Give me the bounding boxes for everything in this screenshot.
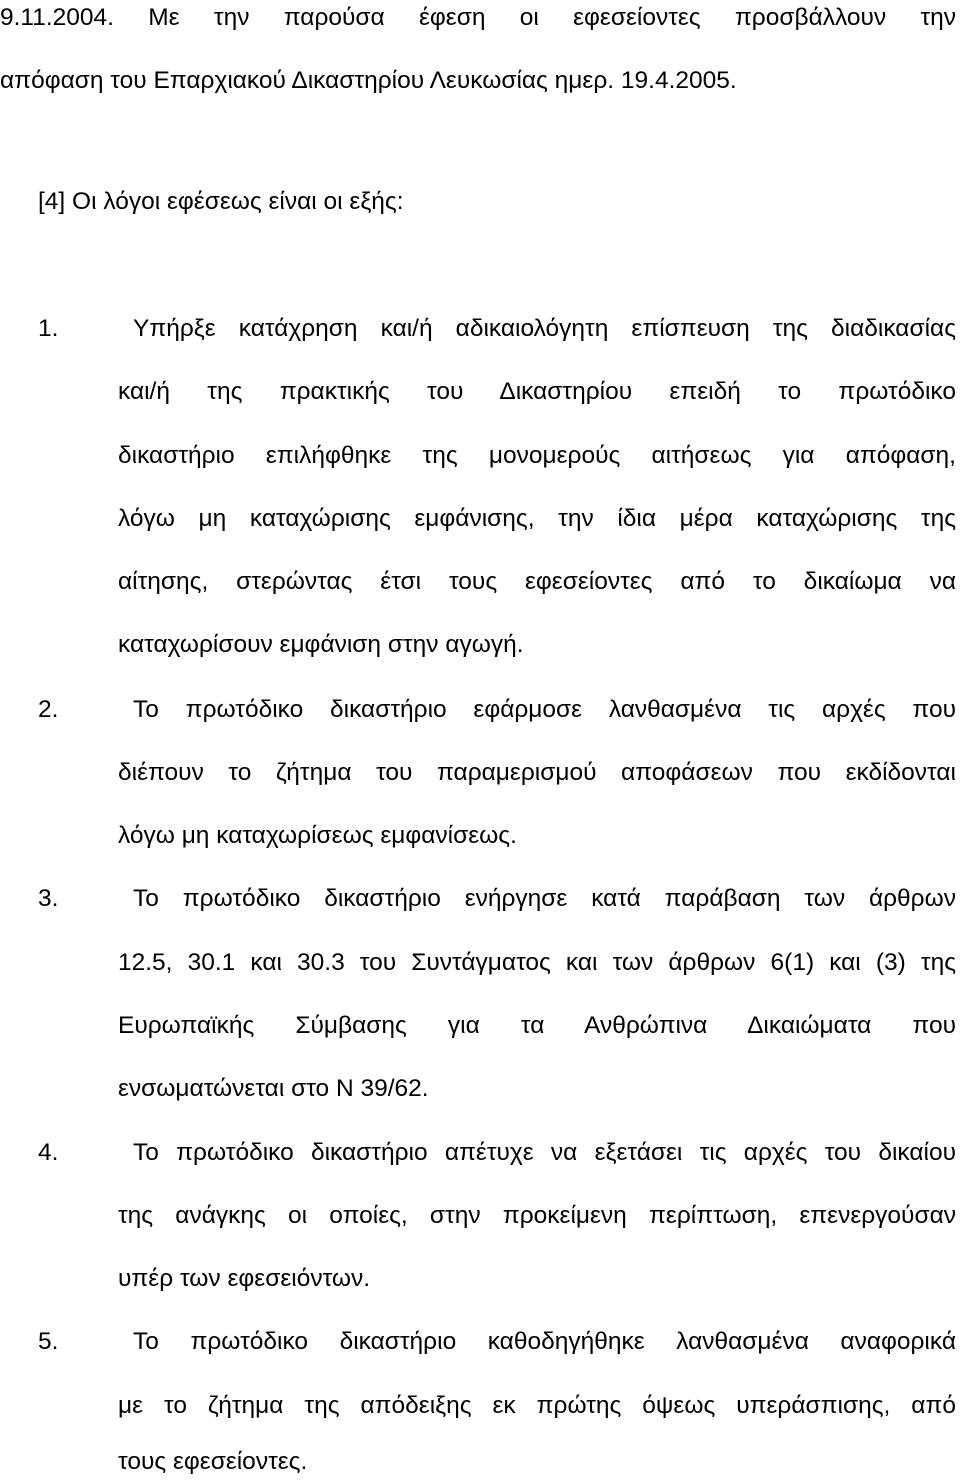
ground-5-line-3: τους εφεσείοντες. — [118, 1448, 308, 1475]
ground-1-line-2: και/ή της πρακτικής του Δικαστηρίου επειδή το πρωτόδικο — [118, 378, 956, 405]
ground-3-line-3: Ευρωπαϊκής Σύμβασης για τα Ανθρώπινα Δικαιώματα που — [118, 1012, 956, 1039]
ground-3-line-2: 12.5, 30.1 και 30.3 του Συντάγματος και των άρθρων 6(1) και (3) της — [118, 949, 956, 976]
ground-1-number: 1. — [38, 315, 59, 342]
ground-4-number: 4. — [38, 1139, 59, 1166]
ground-5-line-2: με το ζήτημα της απόδειξης εκ πρώτης όψεως υπεράσπισης, από — [118, 1392, 956, 1419]
ground-3-line-1: Το πρωτόδικο δικαστήριο ενήργησε κατά παράβαση των άρθρων — [133, 885, 956, 912]
ground-4-line-3: υπέρ των εφεσειόντων. — [118, 1265, 371, 1292]
ground-4-line-1: Το πρωτόδικο δικαστήριο απέτυχε να εξετάσει τις αρχές του δικαίου — [133, 1139, 956, 1166]
intro-line-2: απόφαση του Επαρχιακού Δικαστηρίου Λευκωσίας ημερ. 19.4.2005. — [0, 67, 737, 94]
grounds-heading: [4] Οι λόγοι εφέσεως είναι οι εξής: — [38, 188, 404, 215]
ground-2-line-2: διέπουν το ζήτημα του παραμερισμού αποφάσεων που εκδίδονται — [118, 759, 956, 786]
ground-5-number: 5. — [38, 1328, 59, 1355]
ground-1-line-6: καταχωρίσουν εμφάνιση στην αγωγή. — [118, 631, 524, 658]
ground-2-line-1: Το πρωτόδικο δικαστήριο εφάρμοσε λανθασμένα τις αρχές που — [133, 696, 956, 723]
ground-1-line-1: Υπήρξε κατάχρηση και/ή αδικαιολόγητη επίσπευση της διαδικασίας — [133, 315, 956, 342]
ground-3-number: 3. — [38, 885, 59, 912]
ground-1-line-3: δικαστήριο επιλήφθηκε της μονομερούς αιτήσεως για απόφαση, — [118, 442, 956, 469]
ground-4-line-2: της ανάγκης οι οποίες, στην προκείμενη περίπτωση, επενεργούσαν — [118, 1202, 956, 1229]
ground-1-line-5: αίτησης, στερώντας έτσι τους εφεσείοντες από το δικαίωμα να — [118, 568, 956, 595]
intro-line-1: 9.11.2004. Με την παρούσα έφεση οι εφεσείοντες προσβάλλουν την — [0, 4, 956, 31]
ground-3-line-4: ενσωματώνεται στο Ν 39/62. — [118, 1075, 429, 1102]
ground-2-number: 2. — [38, 696, 59, 723]
ground-2-line-3: λόγω μη καταχωρίσεως εμφανίσεως. — [118, 822, 517, 849]
ground-1-line-4: λόγω μη καταχώρισης εμφάνισης, την ίδια μέρα καταχώρισης της — [118, 505, 956, 532]
ground-5-line-1: Το πρωτόδικο δικαστήριο καθοδηγήθηκε λανθασμένα αναφορικά — [133, 1328, 956, 1355]
